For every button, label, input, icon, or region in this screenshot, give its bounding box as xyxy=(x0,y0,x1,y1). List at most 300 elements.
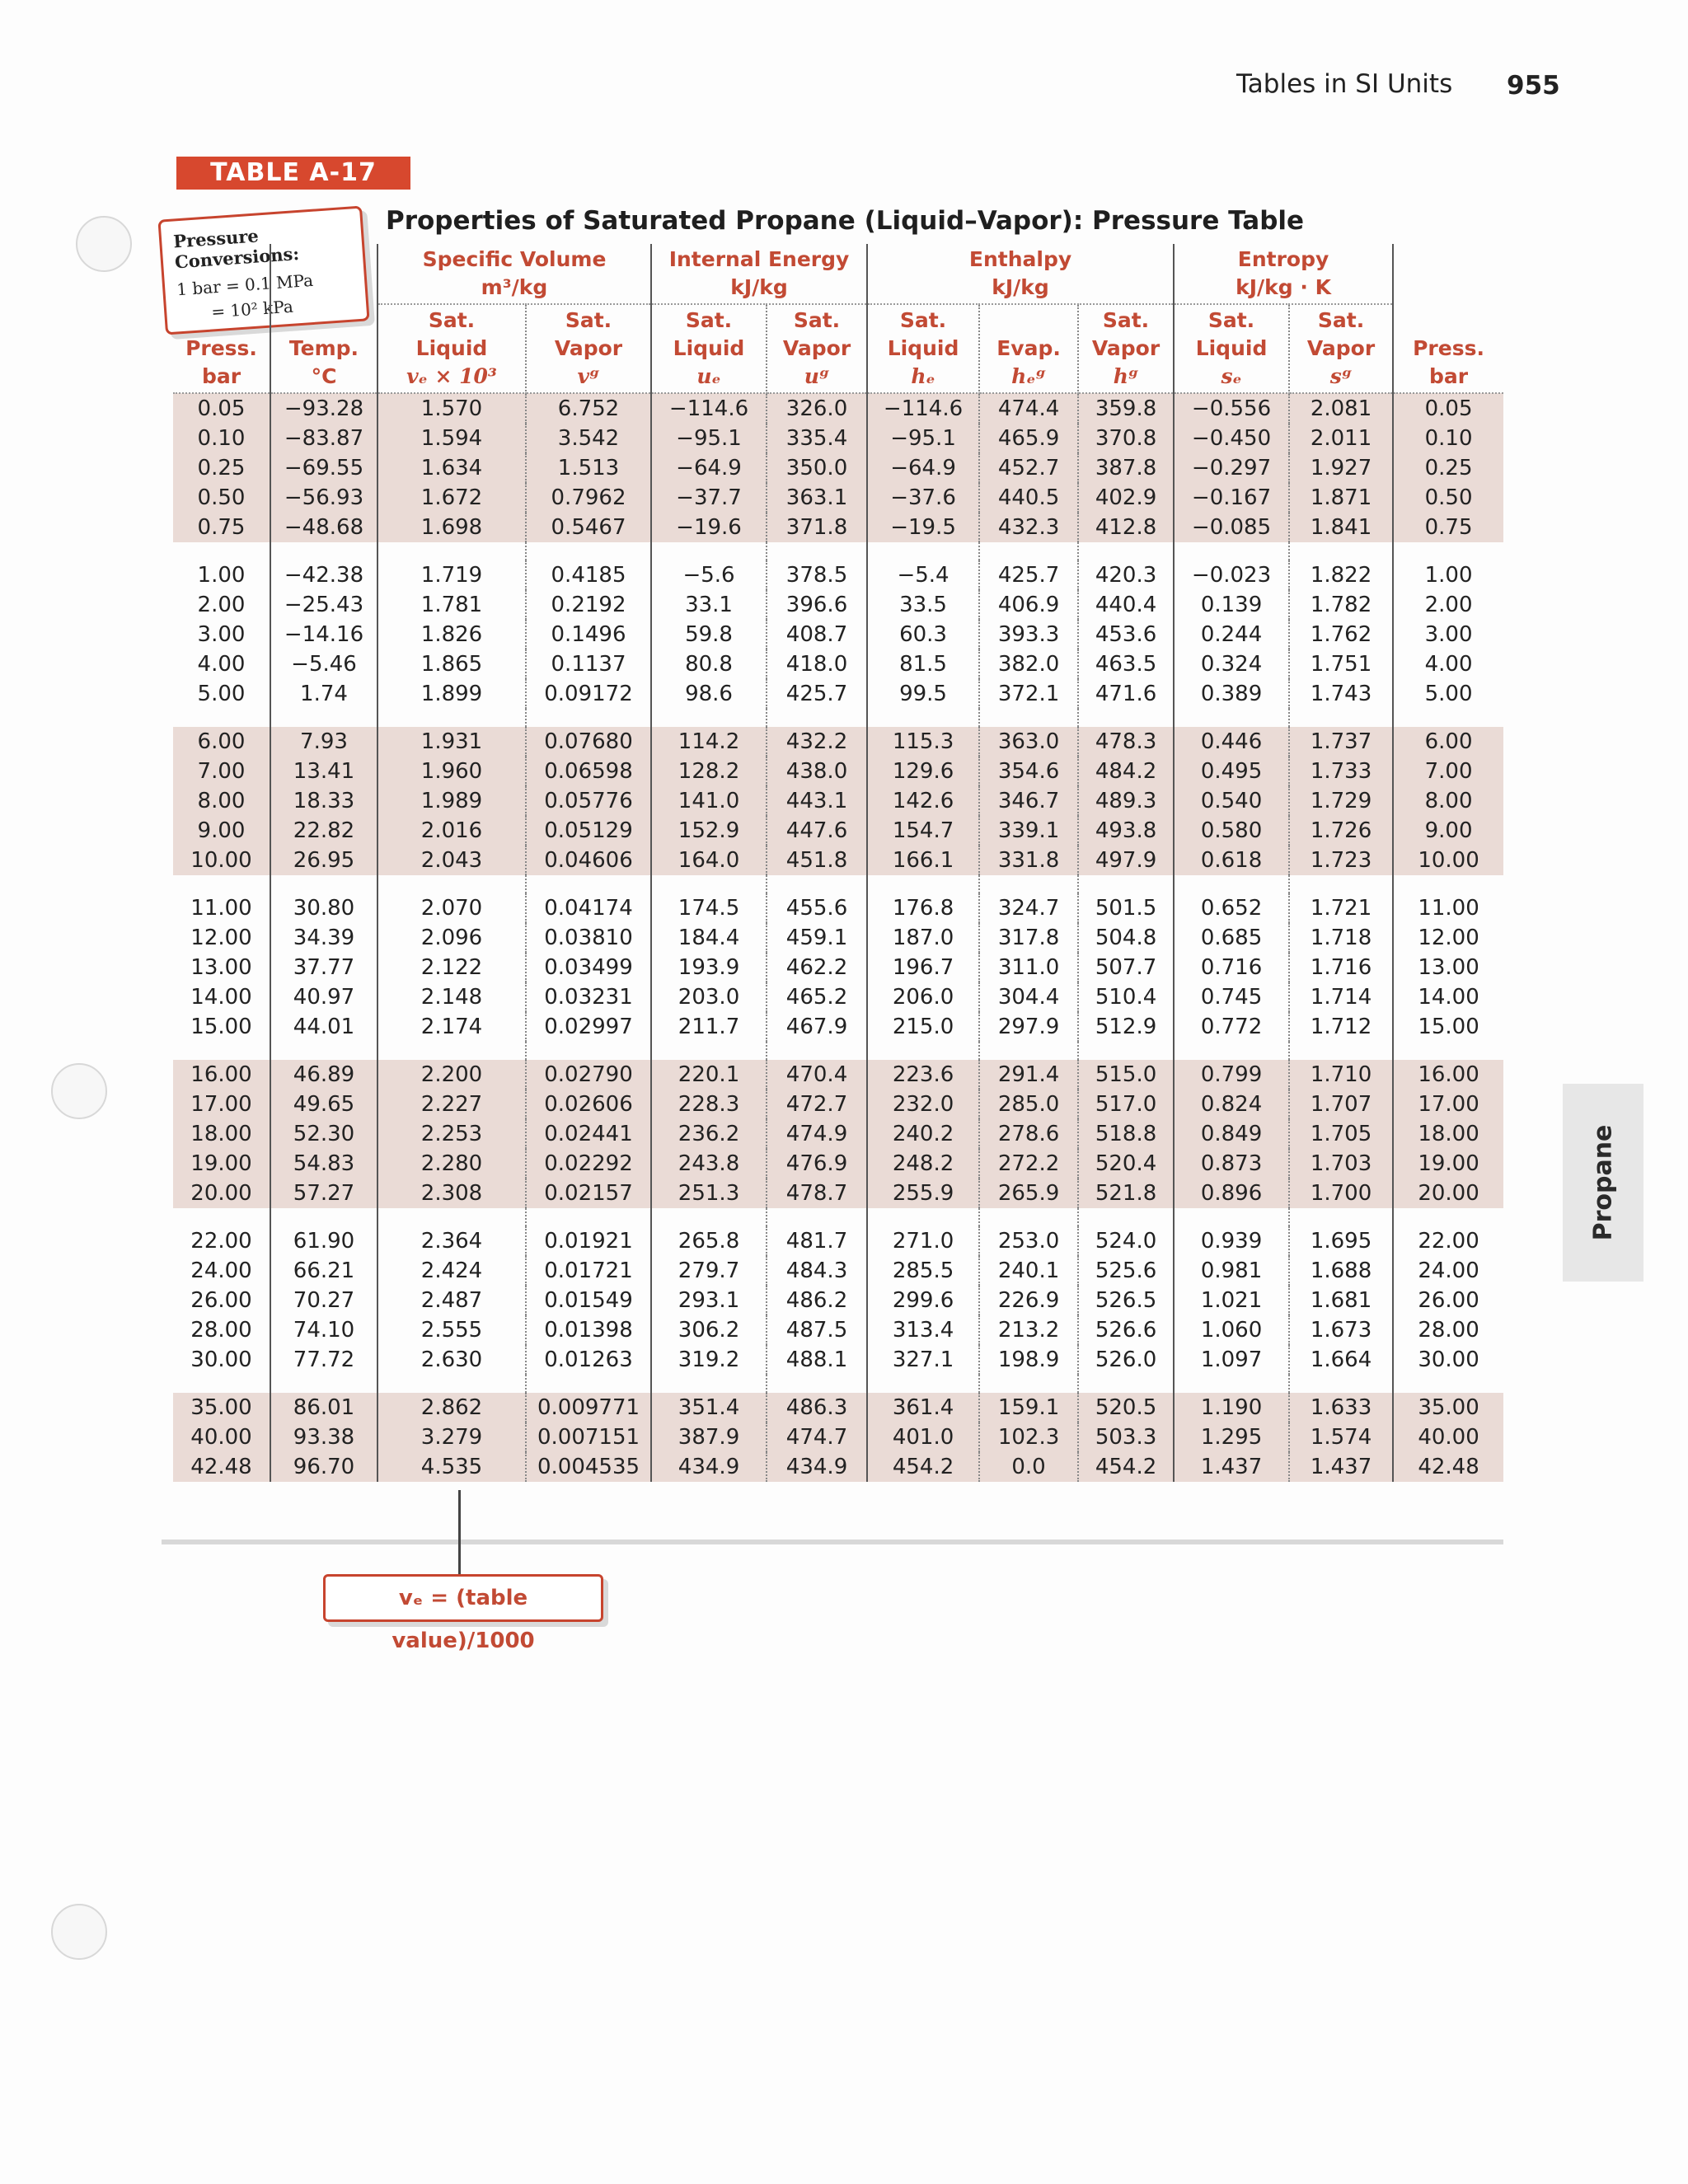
cell-press: 30.00 xyxy=(173,1345,270,1375)
table-row xyxy=(173,757,1503,786)
cell-hfg: 213.2 xyxy=(979,1315,1078,1345)
cell-vg: 0.02441 xyxy=(526,1119,651,1149)
cell-temp: 86.01 xyxy=(270,1393,377,1422)
saturated-propane-table xyxy=(173,244,1503,1482)
cell-sf: 0.981 xyxy=(1174,1256,1289,1286)
cell-vg: 0.03499 xyxy=(526,953,651,982)
cell-sf: 0.745 xyxy=(1174,982,1289,1012)
cell-press-right: 18.00 xyxy=(1393,1119,1503,1149)
cell-hg: 517.0 xyxy=(1078,1090,1174,1119)
cell-hf: 285.5 xyxy=(867,1256,979,1286)
cell-sf: 0.849 xyxy=(1174,1119,1289,1149)
cell-hfg: 440.5 xyxy=(979,483,1078,513)
cell-ug: 488.1 xyxy=(767,1345,867,1375)
cell-ug: 470.4 xyxy=(767,1060,867,1090)
cell-temp: 37.77 xyxy=(270,953,377,982)
table-row xyxy=(173,1012,1503,1042)
cell-hfg: 304.4 xyxy=(979,982,1078,1012)
cell-hf: −19.5 xyxy=(867,513,979,542)
cell-hg: 359.8 xyxy=(1078,393,1174,424)
cell-hg: 525.6 xyxy=(1078,1256,1174,1286)
cell-hfg: 393.3 xyxy=(979,620,1078,649)
cell-hfg: 331.8 xyxy=(979,846,1078,875)
cell-hf: 99.5 xyxy=(867,679,979,709)
table-body xyxy=(173,393,1503,1482)
cell-temp: 44.01 xyxy=(270,1012,377,1042)
cell-vg: 0.007151 xyxy=(526,1422,651,1452)
cell-uf: 293.1 xyxy=(651,1286,767,1315)
side-tab xyxy=(1563,1084,1643,1282)
cell-press-right: 0.25 xyxy=(1393,453,1503,483)
cell-sf: 1.295 xyxy=(1174,1422,1289,1452)
cell-sg: 2.011 xyxy=(1289,424,1393,453)
cell-uf: 59.8 xyxy=(651,620,767,649)
cell-temp: 61.90 xyxy=(270,1226,377,1256)
cell-sf: 1.190 xyxy=(1174,1393,1289,1422)
cell-temp: 40.97 xyxy=(270,982,377,1012)
cell-vf: 2.555 xyxy=(377,1315,526,1345)
cell-press-right: 19.00 xyxy=(1393,1149,1503,1179)
cell-hf: 223.6 xyxy=(867,1060,979,1090)
cell-hg: 412.8 xyxy=(1078,513,1174,542)
cell-sg: 1.688 xyxy=(1289,1256,1393,1286)
cell-ug: 486.2 xyxy=(767,1286,867,1315)
cell-hf: 187.0 xyxy=(867,923,979,953)
col-sf: Sat. Liquid sₑ xyxy=(1174,304,1289,393)
group-spacer xyxy=(173,709,1503,727)
cell-temp: 46.89 xyxy=(270,1060,377,1090)
cell-sg: 1.927 xyxy=(1289,453,1393,483)
cell-hfg: 291.4 xyxy=(979,1060,1078,1090)
cell-hf: 81.5 xyxy=(867,649,979,679)
cell-vf: 2.227 xyxy=(377,1090,526,1119)
cell-vg: 0.05129 xyxy=(526,816,651,846)
cell-sg: 1.437 xyxy=(1289,1452,1393,1482)
cell-hfg: 317.8 xyxy=(979,923,1078,953)
cell-uf: 141.0 xyxy=(651,786,767,816)
cell-uf: 114.2 xyxy=(651,727,767,757)
cell-hfg: 226.9 xyxy=(979,1286,1078,1315)
cell-press-right: 2.00 xyxy=(1424,593,1473,617)
cell-hg: 503.3 xyxy=(1078,1422,1174,1452)
cell-sg: 1.782 xyxy=(1289,590,1393,620)
cell-sg: 2.081 xyxy=(1289,393,1393,424)
cell-temp: 34.39 xyxy=(270,923,377,953)
cell-press-right: 17.00 xyxy=(1393,1090,1503,1119)
table-row xyxy=(173,560,1503,590)
cell-press: 0.50 xyxy=(173,483,270,513)
cell-hfg: 354.6 xyxy=(979,757,1078,786)
cell-vg: 0.004535 xyxy=(526,1452,651,1482)
cell-ug: 455.6 xyxy=(767,893,867,923)
cell-ug: 474.7 xyxy=(767,1422,867,1452)
cell-sf: 1.021 xyxy=(1174,1286,1289,1315)
cell-sf: 0.652 xyxy=(1174,893,1289,923)
cell-sg: 1.695 xyxy=(1289,1226,1393,1256)
table-header xyxy=(173,244,1503,393)
cell-press: 7.00 xyxy=(173,757,270,786)
cell-ug: 478.7 xyxy=(767,1179,867,1208)
group-spacer xyxy=(173,1208,1503,1226)
cell-press: 22.00 xyxy=(173,1226,270,1256)
cell-vf: 2.096 xyxy=(377,923,526,953)
cell-press: 0.10 xyxy=(173,424,270,453)
cell-press: 9.00 xyxy=(173,816,270,846)
group-entropy: Entropy kJ/kg · K xyxy=(1174,244,1393,304)
cell-sg: 1.716 xyxy=(1289,953,1393,982)
cell-vf: 4.535 xyxy=(377,1452,526,1482)
cell-hg: 520.5 xyxy=(1078,1393,1174,1422)
col-ug: Sat. Vapor uᵍ xyxy=(767,304,867,393)
cell-sf: 0.580 xyxy=(1174,816,1289,846)
cell-press: 6.00 xyxy=(173,727,270,757)
cell-temp: 74.10 xyxy=(270,1315,377,1345)
cell-sg: 1.673 xyxy=(1289,1315,1393,1345)
cell-temp: 52.30 xyxy=(270,1119,377,1149)
table-tag: TABLE A-17 xyxy=(176,157,410,190)
cell-vg: 0.01263 xyxy=(526,1345,651,1375)
cell-press-right: 8.00 xyxy=(1393,786,1503,816)
table-row xyxy=(173,1256,1503,1286)
cell-press-right: 3.00 xyxy=(1424,622,1473,647)
table-row xyxy=(173,1090,1503,1119)
cell-press: 28.00 xyxy=(173,1315,270,1345)
cell-ug: 443.1 xyxy=(767,786,867,816)
cell-uf: 184.4 xyxy=(651,923,767,953)
cell-press: 42.48 xyxy=(173,1452,270,1482)
cell-uf: 387.9 xyxy=(651,1422,767,1452)
cell-temp: −93.28 xyxy=(270,393,377,424)
cell-hfg: 240.1 xyxy=(979,1256,1078,1286)
table-row xyxy=(173,982,1503,1012)
cell-press-right: 22.00 xyxy=(1418,1229,1479,1254)
cell-uf: 220.1 xyxy=(651,1060,767,1090)
cell-hg: 463.5 xyxy=(1078,649,1174,679)
cell-vg: 0.009771 xyxy=(526,1393,651,1422)
cell-uf: 265.8 xyxy=(651,1226,767,1256)
table-row xyxy=(173,846,1503,875)
punch-hole-top xyxy=(76,216,132,272)
cell-uf: −114.6 xyxy=(651,393,767,424)
cell-vf: 2.122 xyxy=(377,953,526,982)
cell-vf: 2.308 xyxy=(377,1179,526,1208)
cell-uf: 306.2 xyxy=(651,1315,767,1345)
cell-hfg: 432.3 xyxy=(979,513,1078,542)
cell-vg: 0.5467 xyxy=(526,513,651,542)
cell-press: 19.00 xyxy=(173,1149,270,1179)
cell-press: 0.05 xyxy=(173,393,270,424)
cell-hfg: 425.7 xyxy=(979,560,1078,590)
cell-press-right: 24.00 xyxy=(1418,1258,1479,1283)
cell-hfg: 265.9 xyxy=(979,1179,1078,1208)
cell-vg: 6.752 xyxy=(526,393,651,424)
cell-sg: 1.707 xyxy=(1289,1090,1393,1119)
cell-press: 16.00 xyxy=(173,1060,270,1090)
col-vf: Sat. Liquid vₑ × 10³ xyxy=(377,304,526,393)
cell-uf: −19.6 xyxy=(651,513,767,542)
cell-vf: 1.899 xyxy=(377,679,526,709)
cell-uf: 279.7 xyxy=(651,1256,767,1286)
cell-uf: 319.2 xyxy=(651,1345,767,1375)
cell-vg: 0.09172 xyxy=(526,679,651,709)
cell-vf: 2.148 xyxy=(377,982,526,1012)
page-number: 955 xyxy=(1507,71,1560,101)
cell-vf: 2.043 xyxy=(377,846,526,875)
cell-hfg: 363.0 xyxy=(979,727,1078,757)
cell-hfg: 285.0 xyxy=(979,1090,1078,1119)
cell-sg: 1.721 xyxy=(1289,893,1393,923)
cell-vg: 0.01398 xyxy=(526,1315,651,1345)
cell-uf: 33.1 xyxy=(651,590,767,620)
cell-sf: 0.896 xyxy=(1174,1179,1289,1208)
cell-hg: 515.0 xyxy=(1078,1060,1174,1090)
cell-hfg: 198.9 xyxy=(979,1345,1078,1375)
table-row xyxy=(173,727,1503,757)
group-spacer xyxy=(173,875,1503,893)
cell-temp: 96.70 xyxy=(270,1452,377,1482)
cell-hg: 521.8 xyxy=(1078,1179,1174,1208)
cell-press: 8.00 xyxy=(173,786,270,816)
cell-ug: 486.3 xyxy=(767,1393,867,1422)
cell-sg: 1.705 xyxy=(1289,1119,1393,1149)
cell-ug: 484.3 xyxy=(767,1256,867,1286)
table-row xyxy=(173,649,1503,679)
cell-temp: 7.93 xyxy=(270,727,377,757)
cell-temp: 77.72 xyxy=(270,1345,377,1375)
cell-temp: 30.80 xyxy=(270,893,377,923)
cell-uf: 98.6 xyxy=(651,679,767,709)
punch-hole-middle xyxy=(51,1063,107,1119)
cell-uf: 128.2 xyxy=(651,757,767,786)
cell-temp: 22.82 xyxy=(270,816,377,846)
cell-vf: 1.672 xyxy=(377,483,526,513)
cell-hg: 370.8 xyxy=(1078,424,1174,453)
cell-ug: 378.5 xyxy=(767,560,867,590)
cell-vf: 2.364 xyxy=(377,1226,526,1256)
cell-hf: −37.6 xyxy=(867,483,979,513)
cell-ug: 408.7 xyxy=(767,620,867,649)
cell-sf: 0.824 xyxy=(1174,1090,1289,1119)
cell-temp: 13.41 xyxy=(270,757,377,786)
cell-vg: 0.01921 xyxy=(526,1226,651,1256)
table-row xyxy=(173,1452,1503,1482)
cell-press-right: 35.00 xyxy=(1393,1393,1503,1422)
cell-hg: 454.2 xyxy=(1078,1452,1174,1482)
cell-uf: 164.0 xyxy=(651,846,767,875)
cell-ug: 326.0 xyxy=(767,393,867,424)
cell-hg: 520.4 xyxy=(1078,1149,1174,1179)
cell-sg: 1.841 xyxy=(1289,513,1393,542)
cell-ug: 462.2 xyxy=(767,953,867,982)
cell-hf: 176.8 xyxy=(867,893,979,923)
col-uf: Sat. Liquid uₑ xyxy=(651,304,767,393)
side-tab-label: Propane xyxy=(1588,1124,1618,1241)
table-row xyxy=(173,393,1503,424)
cell-vg: 0.04606 xyxy=(526,846,651,875)
cell-hf: 454.2 xyxy=(867,1452,979,1482)
cell-sf: −0.023 xyxy=(1174,560,1289,590)
cell-hg: 440.4 xyxy=(1078,590,1174,620)
cell-vf: 2.630 xyxy=(377,1345,526,1375)
cell-hg: 402.9 xyxy=(1078,483,1174,513)
cell-vg: 0.01721 xyxy=(526,1256,651,1286)
cell-vg: 0.1137 xyxy=(526,649,651,679)
cell-temp: −48.68 xyxy=(270,513,377,542)
cell-press-right: 20.00 xyxy=(1393,1179,1503,1208)
cell-hg: 453.6 xyxy=(1078,620,1174,649)
cell-vg: 0.07680 xyxy=(526,727,651,757)
cell-press-right: 4.00 xyxy=(1424,652,1473,677)
table-row xyxy=(173,483,1503,513)
cell-hf: 248.2 xyxy=(867,1149,979,1179)
cell-vf: 1.634 xyxy=(377,453,526,483)
note-leader-line xyxy=(458,1490,461,1574)
group-header-row xyxy=(173,244,1503,304)
cell-vg: 0.05776 xyxy=(526,786,651,816)
cell-vg: 0.04174 xyxy=(526,893,651,923)
cell-hfg: 297.9 xyxy=(979,1012,1078,1042)
cell-uf: 174.5 xyxy=(651,893,767,923)
cell-vg: 0.06598 xyxy=(526,757,651,786)
cell-press: 15.00 xyxy=(173,1012,270,1042)
cell-hg: 497.9 xyxy=(1078,846,1174,875)
cell-hg: 524.0 xyxy=(1078,1226,1174,1256)
cell-temp: −5.46 xyxy=(270,649,377,679)
cell-sg: 1.712 xyxy=(1289,1012,1393,1042)
cell-hf: −5.4 xyxy=(867,560,979,590)
cell-hf: 271.0 xyxy=(867,1226,979,1256)
cell-hf: 142.6 xyxy=(867,786,979,816)
cell-press-right: 28.00 xyxy=(1418,1318,1479,1343)
cell-uf: −37.7 xyxy=(651,483,767,513)
cell-press: 0.75 xyxy=(173,513,270,542)
cell-vg: 0.02292 xyxy=(526,1149,651,1179)
cell-temp: 93.38 xyxy=(270,1422,377,1452)
cell-vg: 0.02157 xyxy=(526,1179,651,1208)
cell-ug: 451.8 xyxy=(767,846,867,875)
cell-hfg: 452.7 xyxy=(979,453,1078,483)
cell-uf: −95.1 xyxy=(651,424,767,453)
cell-vf: 2.200 xyxy=(377,1060,526,1090)
cell-sg: 1.822 xyxy=(1289,560,1393,590)
cell-press-right: 30.00 xyxy=(1418,1347,1479,1372)
cell-hfg: 474.4 xyxy=(979,393,1078,424)
cell-sf: 0.540 xyxy=(1174,786,1289,816)
cell-sf: 0.446 xyxy=(1174,727,1289,757)
table-row xyxy=(173,590,1503,620)
cell-sf: −0.556 xyxy=(1174,393,1289,424)
cell-vf: 1.594 xyxy=(377,424,526,453)
cell-press-right: 13.00 xyxy=(1418,955,1479,980)
col-hf: Sat. Liquid hₑ xyxy=(867,304,979,393)
cell-ug: 472.7 xyxy=(767,1090,867,1119)
cell-vg: 3.542 xyxy=(526,424,651,453)
cell-ug: 418.0 xyxy=(767,649,867,679)
cell-ug: 396.6 xyxy=(767,590,867,620)
cell-press-right: 14.00 xyxy=(1418,985,1479,1010)
cell-temp: 1.74 xyxy=(270,679,377,709)
cell-hfg: 406.9 xyxy=(979,590,1078,620)
cell-vf: 2.424 xyxy=(377,1256,526,1286)
cell-temp: 54.83 xyxy=(270,1149,377,1179)
cell-press: 0.25 xyxy=(173,453,270,483)
table-row xyxy=(173,786,1503,816)
cell-hf: −95.1 xyxy=(867,424,979,453)
table-row xyxy=(173,923,1503,953)
cell-press: 2.00 xyxy=(173,590,270,620)
cell-hfg: 253.0 xyxy=(979,1226,1078,1256)
cell-hf: 115.3 xyxy=(867,727,979,757)
group-enthalpy: Enthalpy kJ/kg xyxy=(867,244,1174,304)
cell-press: 12.00 xyxy=(173,923,270,953)
cell-sf: −0.167 xyxy=(1174,483,1289,513)
column-header-row xyxy=(173,304,1503,393)
table-row xyxy=(173,513,1503,542)
cell-hf: 401.0 xyxy=(867,1422,979,1452)
table-row xyxy=(173,620,1503,649)
cell-vf: 1.865 xyxy=(377,649,526,679)
cell-press: 4.00 xyxy=(173,649,270,679)
col-press: Press. bar xyxy=(173,304,270,393)
cell-ug: 481.7 xyxy=(767,1226,867,1256)
cell-hf: 206.0 xyxy=(867,982,979,1012)
cell-sg: 1.718 xyxy=(1289,923,1393,953)
cell-press: 3.00 xyxy=(173,620,270,649)
cell-vf: 2.016 xyxy=(377,816,526,846)
cell-hf: 166.1 xyxy=(867,846,979,875)
cell-vg: 1.513 xyxy=(526,453,651,483)
cell-sf: −0.297 xyxy=(1174,453,1289,483)
cell-hfg: 311.0 xyxy=(979,953,1078,982)
cell-hfg: 272.2 xyxy=(979,1149,1078,1179)
cell-vf: 1.719 xyxy=(377,560,526,590)
cell-vg: 0.03810 xyxy=(526,923,651,953)
cell-sg: 1.743 xyxy=(1289,679,1393,709)
cell-uf: 211.7 xyxy=(651,1012,767,1042)
cell-ug: 335.4 xyxy=(767,424,867,453)
cell-press: 5.00 xyxy=(173,679,270,709)
cell-hf: 299.6 xyxy=(867,1286,979,1315)
cell-sg: 1.700 xyxy=(1289,1179,1393,1208)
table-row xyxy=(173,679,1503,709)
table-row xyxy=(173,1119,1503,1149)
cell-uf: 243.8 xyxy=(651,1149,767,1179)
col-sg: Sat. Vapor sᵍ xyxy=(1289,304,1393,393)
cell-uf: 236.2 xyxy=(651,1119,767,1149)
table-row xyxy=(173,1345,1503,1375)
cell-press-right: 9.00 xyxy=(1393,816,1503,846)
cell-vg: 0.1496 xyxy=(526,620,651,649)
cell-temp: 26.95 xyxy=(270,846,377,875)
cell-vf: 2.487 xyxy=(377,1286,526,1315)
cell-ug: 434.9 xyxy=(767,1452,867,1482)
cell-temp: 49.65 xyxy=(270,1090,377,1119)
cell-vg: 0.01549 xyxy=(526,1286,651,1315)
cell-hg: 518.8 xyxy=(1078,1119,1174,1149)
group-spacer xyxy=(173,1042,1503,1060)
cell-hg: 420.3 xyxy=(1078,560,1174,590)
conversions-line-2: = 10² kPa xyxy=(210,296,294,322)
cell-hfg: 372.1 xyxy=(979,679,1078,709)
cell-hfg: 0.0 xyxy=(979,1452,1078,1482)
cell-vg: 0.4185 xyxy=(526,560,651,590)
cell-hg: 484.2 xyxy=(1078,757,1174,786)
table-row xyxy=(173,1179,1503,1208)
cell-press-right: 40.00 xyxy=(1393,1422,1503,1452)
cell-press: 1.00 xyxy=(173,560,270,590)
cell-ug: 371.8 xyxy=(767,513,867,542)
cell-temp: −25.43 xyxy=(270,590,377,620)
